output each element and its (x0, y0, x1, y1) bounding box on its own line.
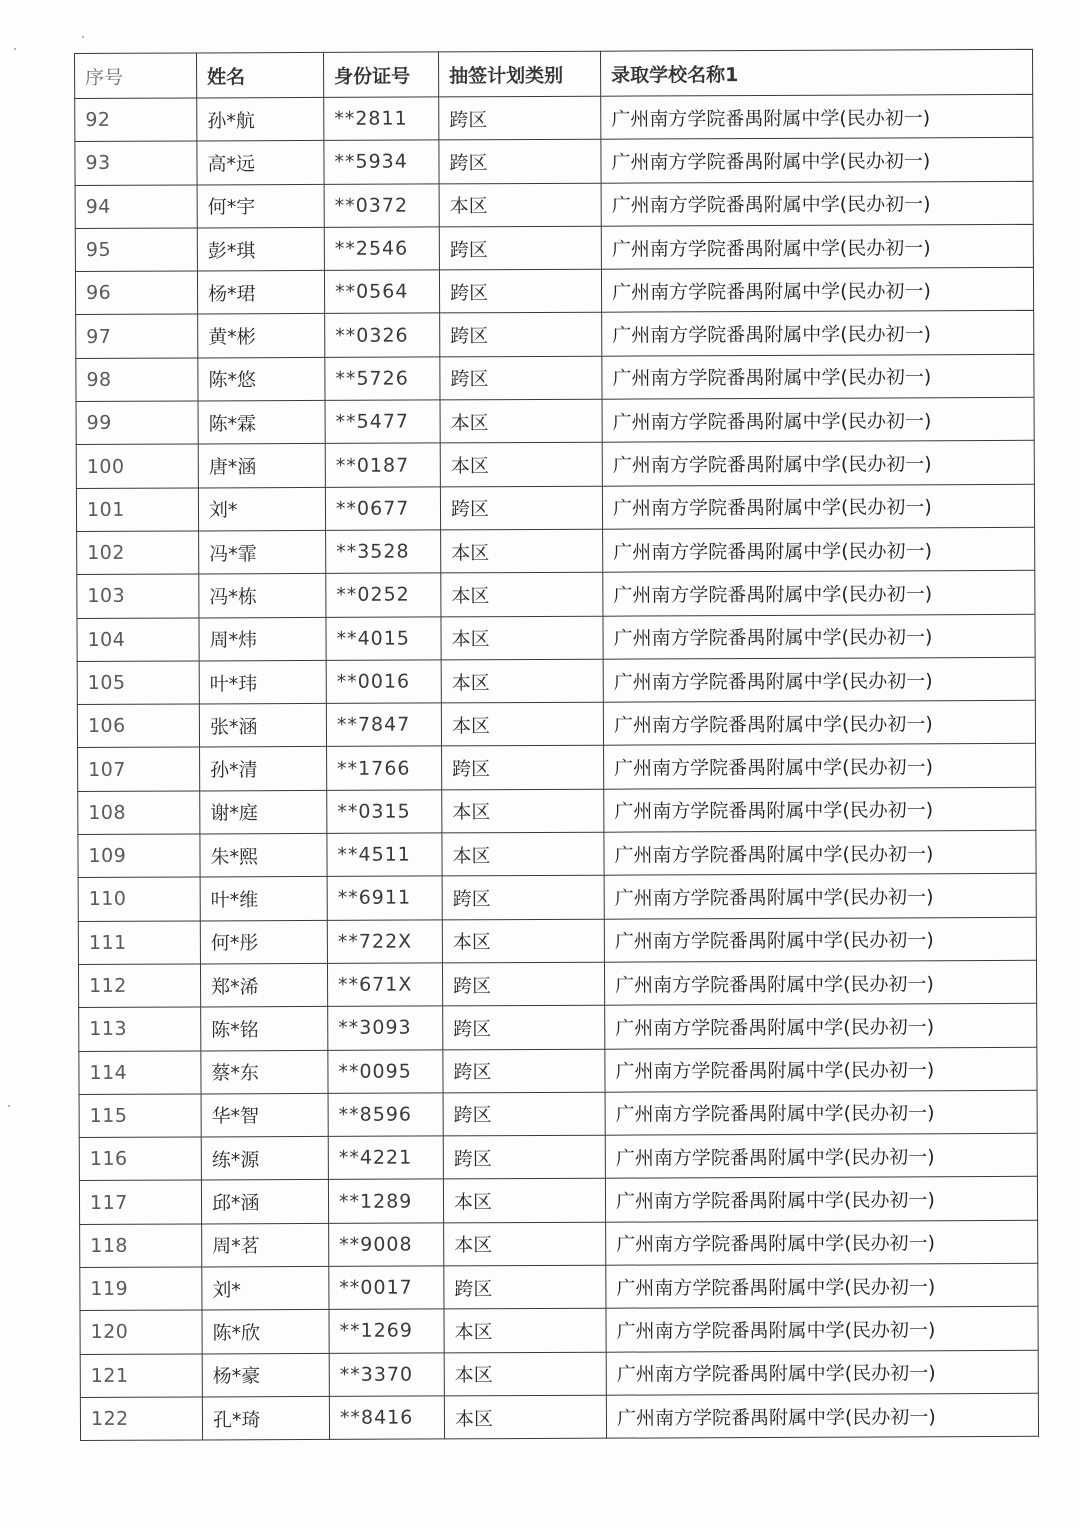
row-index: 108 (78, 791, 200, 835)
table-row (75, 224, 1033, 271)
lottery-category: 本区 (441, 529, 603, 573)
lottery-category: 本区 (440, 443, 602, 487)
admitted-school: 广州南方学院番禺附属中学(民办初一) (601, 138, 1033, 183)
student-name: 何*宇 (197, 184, 324, 228)
row-index: 103 (77, 574, 199, 618)
table-row (78, 830, 1036, 877)
lottery-category: 本区 (442, 919, 604, 963)
id-number: **0326 (325, 313, 440, 357)
admitted-school: 广州南方学院番禺附属中学(民办初一) (603, 657, 1035, 702)
table-row (79, 1004, 1037, 1051)
admitted-school: 广州南方学院番禺附属中学(民办初一) (602, 397, 1034, 442)
student-name: 孔*琦 (202, 1396, 329, 1440)
row-index: 99 (76, 401, 198, 445)
row-index: 116 (79, 1137, 201, 1181)
row-index: 120 (80, 1310, 202, 1354)
admitted-school: 广州南方学院番禺附属中学(民办初一) (604, 744, 1036, 789)
admitted-school: 广州南方学院番禺附属中学(民办初一) (602, 354, 1034, 399)
id-number: **0252 (326, 573, 441, 617)
admitted-school: 广州南方学院番禺附属中学(民办初一) (605, 1133, 1037, 1178)
admitted-school: 广州南方学院番禺附属中学(民办初一) (601, 181, 1033, 226)
lottery-category: 本区 (442, 832, 604, 876)
table-row (75, 268, 1033, 315)
admitted-school: 广州南方学院番禺附属中学(民办初一) (605, 1047, 1037, 1092)
lottery-category: 跨区 (440, 486, 602, 530)
student-name: 周*炜 (199, 617, 326, 661)
row-index: 121 (80, 1354, 202, 1398)
row-index: 101 (76, 488, 198, 532)
admitted-school: 广州南方学院番禺附属中学(民办初一) (603, 614, 1035, 659)
student-name: 杨*珺 (197, 271, 324, 315)
admitted-school: 广州南方学院番禺附属中学(民办初一) (604, 874, 1036, 919)
header-admitted-school: 录取学校名称1 (600, 49, 1032, 96)
student-name: 叶*维 (200, 877, 327, 921)
id-number: **4511 (327, 833, 442, 877)
student-name: 陈*悠 (198, 357, 325, 401)
scan-speck (14, 48, 16, 50)
row-index: 112 (78, 964, 200, 1008)
id-number: **0187 (325, 443, 440, 487)
row-index: 104 (77, 618, 199, 662)
table-row (77, 700, 1035, 747)
student-name: 何*彤 (200, 920, 327, 964)
lottery-category: 本区 (441, 572, 603, 616)
student-name: 孙*航 (197, 97, 324, 141)
lottery-category: 跨区 (439, 226, 601, 270)
lottery-category: 跨区 (440, 356, 602, 400)
id-number: **2811 (324, 97, 439, 141)
admitted-school: 广州南方学院番禺附属中学(民办初一) (606, 1393, 1038, 1438)
lottery-category: 本区 (441, 702, 603, 746)
lottery-category: 本区 (443, 1179, 605, 1223)
admitted-school: 广州南方学院番禺附属中学(民办初一) (604, 830, 1036, 875)
table-row (78, 874, 1036, 921)
row-index: 109 (78, 834, 200, 878)
row-index: 111 (78, 921, 200, 965)
admitted-school: 广州南方学院番禺附属中学(民办初一) (604, 917, 1036, 962)
student-name: 郑*浠 (200, 963, 327, 1007)
id-number: **0372 (324, 184, 439, 228)
table-row (78, 744, 1036, 791)
id-number: **0017 (329, 1266, 444, 1310)
table-row (76, 311, 1034, 358)
row-index: 105 (77, 661, 199, 705)
id-number: **1766 (327, 746, 442, 790)
student-name: 周*茗 (202, 1223, 329, 1267)
admitted-school: 广州南方学院番禺附属中学(民办初一) (606, 1263, 1038, 1308)
id-number: **3370 (329, 1353, 444, 1397)
lottery-category: 本区 (439, 183, 601, 227)
student-name: 蔡*东 (201, 1050, 328, 1094)
row-index: 97 (76, 314, 198, 358)
table-row (80, 1393, 1038, 1440)
row-index: 117 (79, 1180, 201, 1224)
admitted-school: 广州南方学院番禺附属中学(民办初一) (601, 268, 1033, 313)
student-name: 张*涵 (199, 704, 326, 748)
table-row (79, 1090, 1037, 1137)
table-row (75, 138, 1033, 185)
row-index: 119 (80, 1267, 202, 1311)
id-number: **3093 (328, 1006, 443, 1050)
table-row (77, 614, 1035, 661)
row-index: 110 (78, 877, 200, 921)
admitted-school: 广州南方学院番禺附属中学(民办初一) (601, 94, 1033, 139)
admitted-school: 广州南方学院番禺附属中学(民办初一) (605, 1177, 1037, 1222)
lottery-category: 跨区 (444, 1265, 606, 1309)
row-index: 107 (78, 747, 200, 791)
lottery-category: 跨区 (443, 1049, 605, 1093)
table-row (76, 484, 1034, 531)
table-row (75, 94, 1033, 141)
table-row (79, 1133, 1037, 1180)
student-name: 华*智 (201, 1093, 328, 1137)
table-row (76, 441, 1034, 488)
student-name: 陈*霖 (198, 400, 325, 444)
student-name: 朱*熙 (200, 833, 327, 877)
lottery-category: 本区 (442, 789, 604, 833)
admitted-school: 广州南方学院番禺附属中学(民办初一) (606, 1220, 1038, 1265)
lottery-category: 跨区 (443, 1092, 605, 1136)
id-number: **5726 (325, 357, 440, 401)
student-name: 陈*铭 (201, 1007, 328, 1051)
admitted-school: 广州南方学院番禺附属中学(民办初一) (602, 311, 1034, 356)
id-number: **722X (327, 920, 442, 964)
lottery-category: 跨区 (442, 962, 604, 1006)
table-row (78, 787, 1036, 834)
lottery-category: 跨区 (439, 269, 601, 313)
row-index: 100 (76, 444, 198, 488)
id-number: **1289 (328, 1179, 443, 1223)
admitted-school: 广州南方学院番禺附属中学(民办初一) (605, 1004, 1037, 1049)
lottery-category: 本区 (441, 616, 603, 660)
student-name: 冯*霏 (199, 530, 326, 574)
lottery-category: 本区 (444, 1309, 606, 1353)
lottery-category: 本区 (444, 1222, 606, 1266)
id-number: **8596 (328, 1093, 443, 1137)
id-number: **0016 (326, 660, 441, 704)
header-name: 姓名 (197, 52, 324, 98)
admitted-school: 广州南方学院番禺附属中学(民办初一) (602, 484, 1034, 529)
student-name: 杨*豪 (202, 1353, 329, 1397)
admission-roster-table (74, 49, 1039, 1441)
row-index: 96 (75, 271, 197, 315)
table-row (77, 527, 1035, 574)
admitted-school: 广州南方学院番禺附属中学(民办初一) (604, 787, 1036, 832)
row-index: 114 (79, 1050, 201, 1094)
row-index: 106 (77, 704, 199, 748)
row-index: 93 (75, 141, 197, 185)
lottery-category: 跨区 (443, 1135, 605, 1179)
lottery-category: 本区 (444, 1395, 606, 1439)
student-name: 邱*涵 (201, 1180, 328, 1224)
student-name: 孙*清 (200, 747, 327, 791)
admitted-school: 广州南方学院番禺附属中学(民办初一) (601, 224, 1033, 269)
lottery-category: 跨区 (442, 746, 604, 790)
student-name: 黄*彬 (198, 314, 325, 358)
row-index: 94 (75, 185, 197, 229)
lottery-category: 跨区 (439, 139, 601, 183)
id-number: **671X (327, 963, 442, 1007)
id-number: **5477 (325, 400, 440, 444)
table-header-row (75, 49, 1033, 98)
id-number: **0564 (324, 270, 439, 314)
scan-speck (82, 36, 84, 38)
id-number: **2546 (324, 227, 439, 271)
admitted-school: 广州南方学院番禺附属中学(民办初一) (602, 441, 1034, 486)
id-number: **4015 (326, 616, 441, 660)
row-index: 115 (79, 1094, 201, 1138)
id-number: **1269 (329, 1309, 444, 1353)
row-index: 92 (75, 98, 197, 142)
table-row (79, 1177, 1037, 1224)
table-row (77, 571, 1035, 618)
lottery-category: 跨区 (443, 1005, 605, 1049)
header-id-number: 身份证号 (323, 52, 438, 98)
row-index: 102 (77, 531, 199, 575)
id-number: **4221 (328, 1136, 443, 1180)
table-row (75, 181, 1033, 228)
admitted-school: 广州南方学院番禺附属中学(民办初一) (603, 571, 1035, 616)
table-row (79, 1047, 1037, 1094)
admitted-school: 广州南方学院番禺附属中学(民办初一) (606, 1307, 1038, 1352)
student-name: 刘* (202, 1266, 329, 1310)
table-row (76, 354, 1034, 401)
student-name: 练*源 (201, 1137, 328, 1181)
admitted-school: 广州南方学院番禺附属中学(民办初一) (604, 960, 1036, 1005)
table-row (80, 1350, 1038, 1397)
id-number: **9008 (329, 1223, 444, 1267)
lottery-category: 本区 (441, 659, 603, 703)
table-row (77, 657, 1035, 704)
lottery-category: 跨区 (442, 876, 604, 920)
table-row (80, 1263, 1038, 1310)
id-number: **0095 (328, 1049, 443, 1093)
id-number: **8416 (329, 1396, 444, 1440)
row-index: 113 (79, 1007, 201, 1051)
admitted-school: 广州南方学院番禺附属中学(民办初一) (603, 527, 1035, 572)
table-row (78, 917, 1036, 964)
admitted-school: 广州南方学院番禺附属中学(民办初一) (605, 1090, 1037, 1135)
id-number: **6911 (327, 876, 442, 920)
lottery-category: 本区 (440, 399, 602, 443)
row-index: 118 (80, 1224, 202, 1268)
header-lottery-category: 抽签计划类别 (438, 51, 600, 97)
id-number: **7847 (326, 703, 441, 747)
id-number: **3528 (326, 530, 441, 574)
student-name: 彭*琪 (197, 227, 324, 271)
student-name: 唐*涵 (198, 444, 325, 488)
row-index: 95 (75, 228, 197, 272)
id-number: **0315 (327, 790, 442, 834)
lottery-category: 跨区 (439, 96, 601, 140)
student-name: 谢*庭 (200, 790, 327, 834)
lottery-category: 本区 (444, 1352, 606, 1396)
table-row (80, 1220, 1038, 1267)
admitted-school: 广州南方学院番禺附属中学(民办初一) (603, 700, 1035, 745)
row-index: 98 (76, 358, 198, 402)
id-number: **0677 (325, 487, 440, 531)
student-name: 高*远 (197, 141, 324, 185)
scan-speck (8, 1105, 10, 1107)
student-name: 冯*栋 (199, 574, 326, 618)
admitted-school: 广州南方学院番禺附属中学(民办初一) (606, 1350, 1038, 1395)
row-index: 122 (80, 1397, 202, 1441)
lottery-category: 跨区 (440, 313, 602, 357)
student-name: 刘* (198, 487, 325, 531)
table-row (78, 960, 1036, 1007)
table-row (80, 1307, 1038, 1354)
id-number: **5934 (324, 140, 439, 184)
student-name: 陈*欣 (202, 1310, 329, 1354)
student-name: 叶*玮 (199, 660, 326, 704)
header-index: 序号 (75, 53, 197, 99)
table-body (75, 94, 1039, 1440)
table-row (76, 397, 1034, 444)
